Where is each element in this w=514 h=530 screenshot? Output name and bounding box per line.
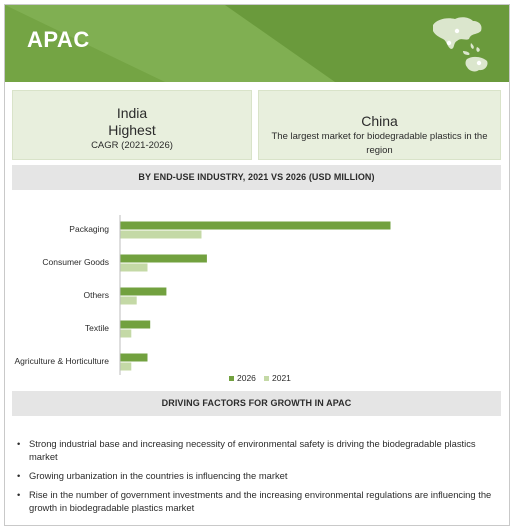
- driving-factor-item: [17, 469, 497, 482]
- factors-section-title: DRIVING FACTORS FOR GROWTH IN APAC: [12, 391, 501, 416]
- end-use-industry-bar-chart: [5, 205, 509, 387]
- bar-2021: [121, 363, 132, 371]
- driving-factor-item: [17, 437, 497, 463]
- china-description: The largest market for biodegradable plastics in the region: [271, 131, 488, 156]
- bullet-icon: •: [17, 438, 21, 449]
- legend-swatch: [264, 376, 269, 381]
- legend-swatch: [229, 376, 234, 381]
- category-label: Others: [83, 290, 109, 300]
- bar-2026: [121, 354, 148, 362]
- region-title: APAC: [27, 27, 90, 52]
- bar-2026: [121, 288, 167, 296]
- china-highlight-card: [258, 90, 501, 160]
- india-label: India: [116, 105, 148, 121]
- category-label: Consumer Goods: [42, 257, 109, 267]
- header-banner: [5, 5, 509, 82]
- legend-label: 2021: [272, 373, 291, 383]
- driving-factor-text: Growing urbanization in the countries is influencing the market: [29, 470, 288, 481]
- bar-2021: [121, 264, 148, 272]
- asia-pacific-map-icon: [427, 13, 497, 75]
- bullet-icon: •: [17, 470, 21, 481]
- category-label: Textile: [84, 323, 109, 333]
- india-cagr-label: CAGR (2021-2026): [91, 140, 173, 151]
- bar-2026: [121, 255, 207, 263]
- bar-2021: [121, 330, 132, 338]
- category-label: Packaging: [69, 224, 109, 234]
- bar-2021: [121, 297, 137, 305]
- driving-factor-text: Rise in the number of government investments and the increasing environmental regulations are influencing the growth in biodegradable plastics market: [29, 489, 492, 513]
- bar-2021: [121, 231, 202, 239]
- bullet-icon: •: [17, 489, 21, 500]
- driving-factor-item: [17, 488, 497, 514]
- infographic-panel: [4, 4, 510, 526]
- bar-2026: [121, 222, 391, 230]
- china-label: China: [361, 113, 398, 129]
- driving-factors-list: [17, 437, 497, 520]
- legend-label: 2026: [237, 373, 256, 383]
- india-highlight-card: [12, 90, 252, 160]
- bar-2026: [121, 321, 151, 329]
- india-highest-label: Highest: [108, 122, 156, 138]
- chart-section-title: BY END-USE INDUSTRY, 2021 VS 2026 (USD MILLION): [12, 165, 501, 190]
- driving-factor-text: Strong industrial base and increasing necessity of environmental safety is driving the biodegradable plastics market: [29, 438, 476, 462]
- category-label: Agriculture & Horticulture: [14, 356, 109, 366]
